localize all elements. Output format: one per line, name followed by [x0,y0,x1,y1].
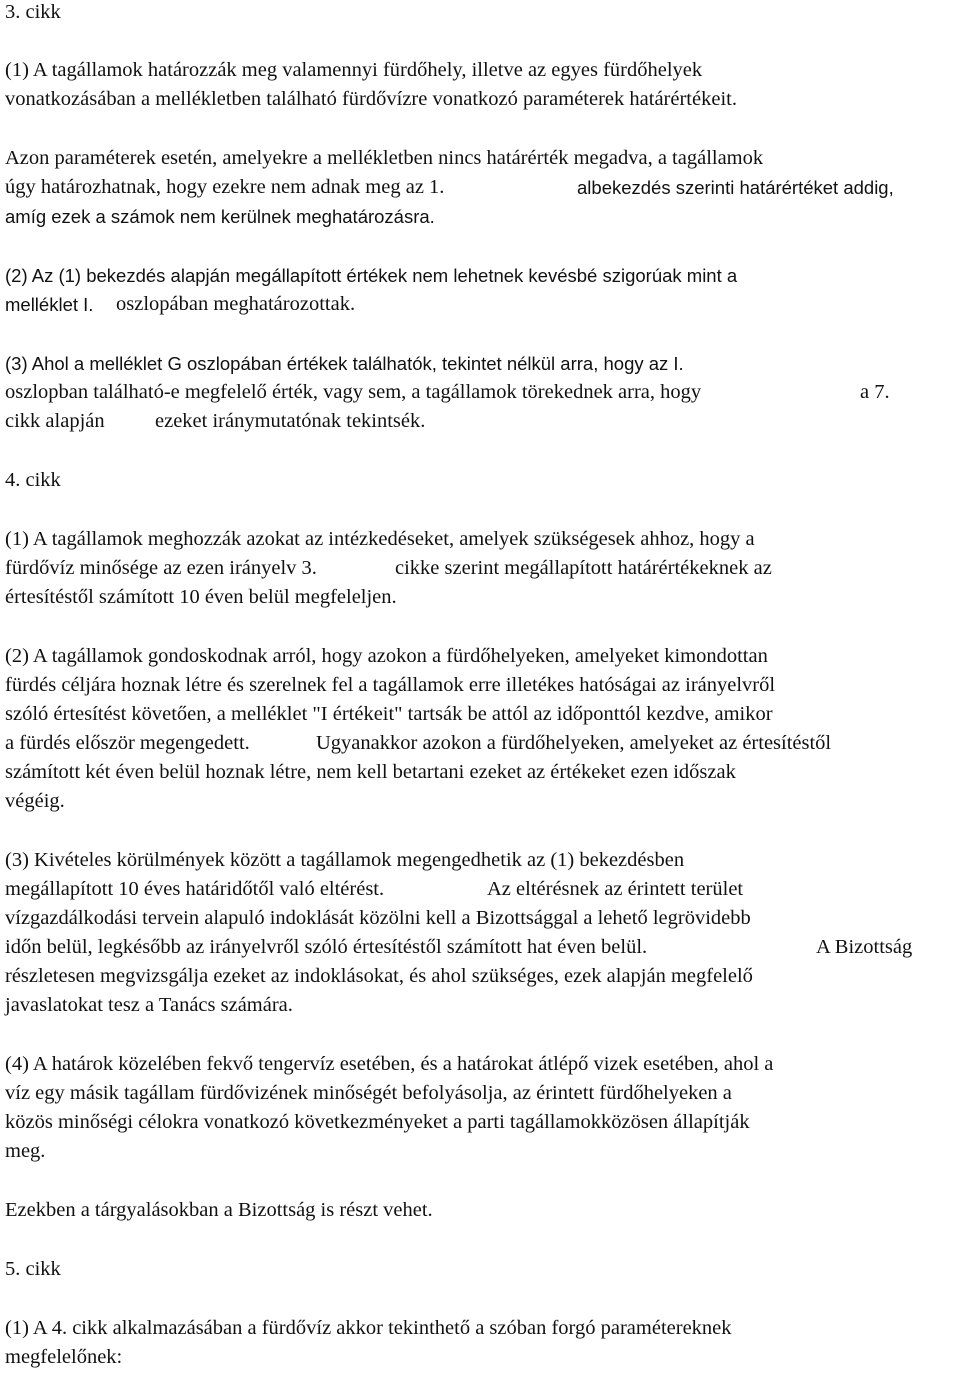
article-4-para-3-line-1: (3) Kivételes körülmények között a tagállamok megengedhetik az (1) bekezdésben [5,849,685,871]
article-3-para-3-line-2b: a 7. [860,381,890,403]
article-4-para-4-line-3: közös minőségi célokra vonatkozó következményeket a parti tagállamokközösen állapítják [5,1111,750,1133]
article-3-para-1-line-2: vonatkozásában a mellékletben található fürdővízre vonatkozó paraméterek határértékeit. [5,88,737,110]
article-4-para-4b-line-1: Ezekben a tárgyalásokban a Bizottság is részt vehet. [5,1199,433,1221]
article-4-para-1-line-1: (1) A tagállamok meghozzák azokat az intézkedéseket, amelyek szükségesek ahhoz, hogy a [5,528,755,550]
article-4-para-1-line-3: értesítéstől számított 10 éven belül megfeleljen. [5,586,397,608]
article-4-para-3-line-4a: időn belül, legkésőbb az irányelvről szóló értesítéstől számított hat éven belül. [5,936,648,958]
article-4-para-3-line-5: részletesen megvizsgálja ezeket az indoklásokat, és ahol szükséges, ezek alapján megfelelő [5,965,753,987]
article-4-para-3-line-3: vízgazdálkodási tervein alapuló indoklását közölni kell a Bizottsággal a lehető legrövidebb [5,907,751,929]
article-4-para-2-line-6: végéig. [5,790,65,812]
article-4-para-3-line-4b: A Bizottság [816,936,913,958]
article-3-para-1b-line-2a: úgy határozhatnak, hogy ezekre nem adnak meg az 1. [5,176,445,198]
article-4-para-4-line-2: víz egy másik tagállam fürdővizének minőségét befolyásolja, az érintett fürdőhelyeken a [5,1082,732,1104]
article-4-para-1-line-2a: fürdővíz minősége az ezen irányelv 3. [5,557,317,579]
article-4-para-2-line-2: fürdés céljára hoznak létre és szerelnek fel a tagállamok erre illetékes hatóságai az irányelvről [5,674,776,696]
article-4-para-3-line-2a: megállapított 10 éves határidőtől való eltérést. [5,878,385,900]
article-4-para-4-line-4: meg. [5,1140,46,1162]
article-4-para-2-line-4b: Ugyanakkor azokon a fürdőhelyeken, amelyeket az értesítéstől [316,732,832,754]
article-4-para-3-line-6: javaslatokat tesz a Tanács számára. [5,994,293,1016]
article-4-para-2-line-5: számított két éven belül hoznak létre, nem kell betartani ezeket az értékeket ezen időszak [5,761,736,783]
article-4-heading: 4. cikk [5,469,61,491]
article-3-para-1-line-1: (1) A tagállamok határozzák meg valamennyi fürdőhely, illetve az egyes fürdőhelyek [5,59,703,81]
article-3-heading: 3. cikk [5,1,61,23]
article-5-para-1-line-2: megfelelőnek: [5,1346,123,1368]
article-3-para-1b-line-2b: albekezdés szerinti határértéket addig, [577,177,894,198]
article-4-para-2-line-3: szóló értesítést követően, a melléklet "I értékeit" tartsák be attól az időponttól kezdve, amikor [5,703,773,725]
article-3-para-2-line-2b: oszlopában meghatározottak. [116,293,356,315]
article-3-para-1b-line-3: amíg ezek a számok nem kerülnek meghatározásra. [5,206,435,227]
article-5-heading: 5. cikk [5,1258,61,1280]
article-4-para-4-line-1: (4) A határok közelében fekvő tengervíz esetében, és a határokat átlépő vizek esetében, ahol a [5,1053,774,1075]
article-3-para-3-line-3a: cikk alapján [5,410,105,432]
article-4-para-2-line-1: (2) A tagállamok gondoskodnak arról, hogy azokon a fürdőhelyeken, amelyeket kimondottan [5,645,768,667]
article-5-para-1-line-1: (1) A 4. cikk alkalmazásában a fürdővíz akkor tekinthető a szóban forgó paramétereknek [5,1317,732,1339]
article-4-para-2-line-4a: a fürdés először megengedett. [5,732,250,754]
article-3-para-2-line-2a: melléklet I. [5,294,94,315]
article-3-para-2-line-1: (2) Az (1) bekezdés alapján megállapított értékek nem lehetnek kevésbé szigorúak mint a [5,265,738,286]
article-4-para-3-line-2b: Az eltérésnek az érintett terület [487,878,744,900]
article-3-para-3-line-1: (3) Ahol a melléklet G oszlopában értékek találhatók, tekintet nélkül arra, hogy az I. [5,353,684,374]
article-3-para-3-line-3b: ezeket iránymutatónak tekintsék. [155,410,426,432]
article-3-para-1b-line-1: Azon paraméterek esetén, amelyekre a mellékletben nincs határérték megadva, a tagállamok [5,147,764,169]
article-4-para-1-line-2b: cikke szerint megállapított határértékeknek az [395,557,772,579]
article-3-para-3-line-2a: oszlopban található-e megfelelő érték, vagy sem, a tagállamok törekednek arra, hogy [5,381,702,403]
